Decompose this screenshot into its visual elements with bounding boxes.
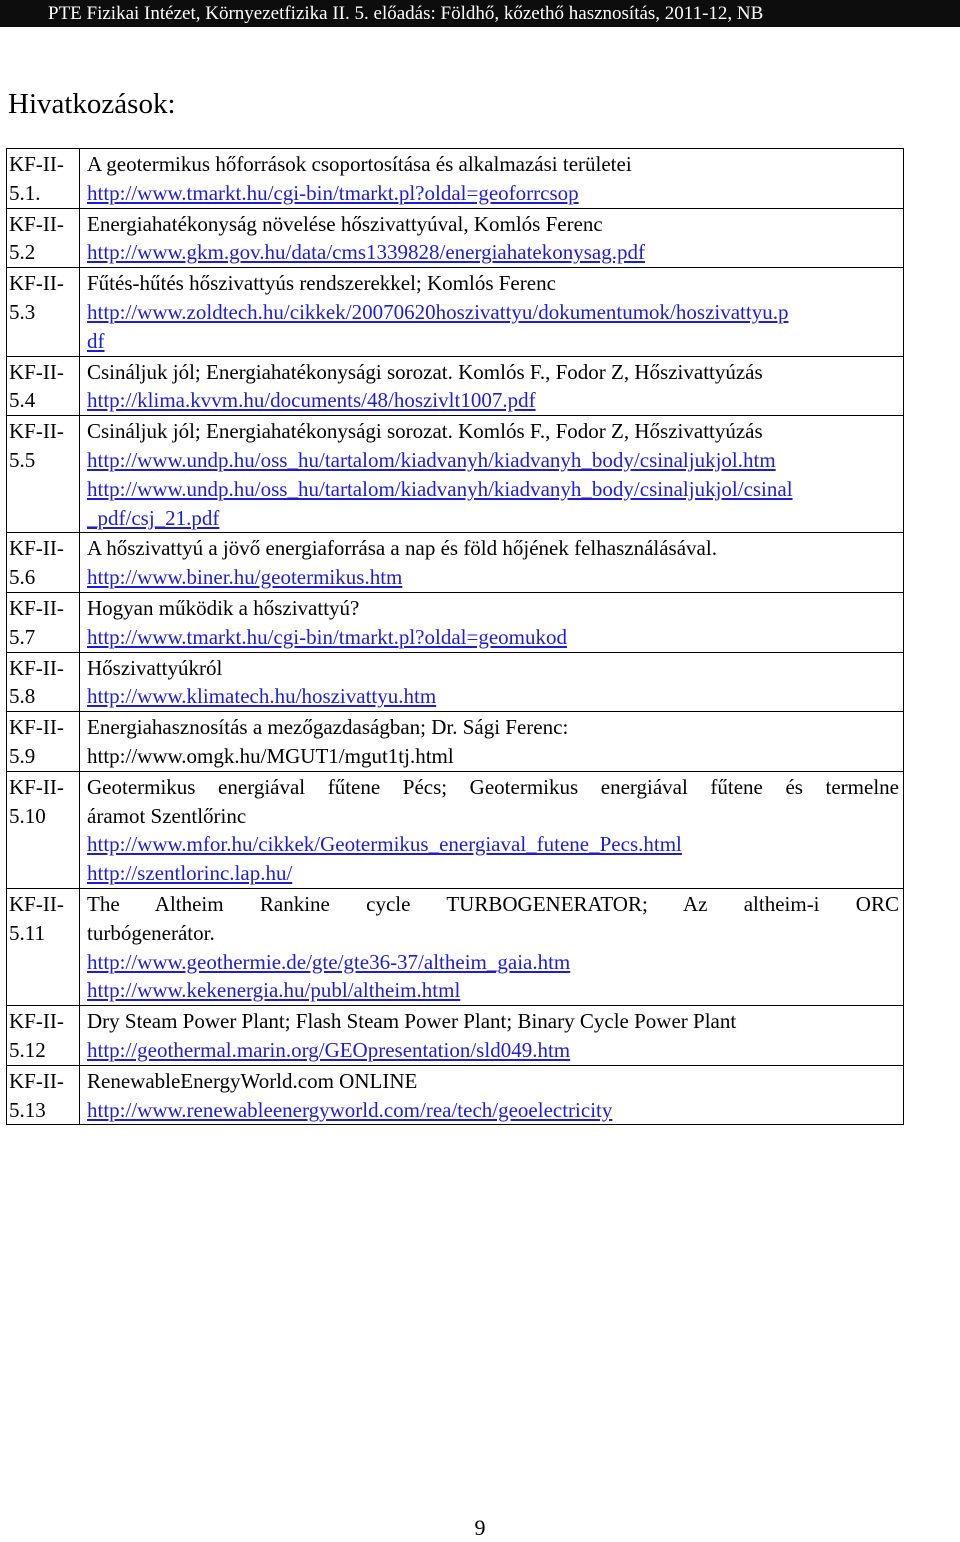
reference-content bbox=[80, 533, 904, 593]
reference-id-part: 5.7 bbox=[9, 624, 36, 649]
reference-id-part: KF-II- bbox=[9, 536, 64, 561]
reference-content bbox=[80, 712, 904, 772]
reference-id-part: 5.2 bbox=[9, 240, 36, 265]
reference-text: áramot Szentlőrinc bbox=[87, 803, 247, 828]
reference-row bbox=[7, 592, 904, 652]
running-title: PTE Fizikai Intézet, Környezetfizika II. 5. előadás: Földhő, kőzethő hasznosítás, 2011-12, NB bbox=[48, 3, 764, 24]
reference-id-part: KF-II- bbox=[9, 359, 64, 384]
reference-id-part: KF-II- bbox=[9, 774, 64, 799]
reference-id bbox=[7, 1006, 80, 1066]
reference-text: Fűtés-hűtés hőszivattyús rendszerekkel; Komlós Ferenc bbox=[87, 271, 556, 296]
reference-id bbox=[7, 712, 80, 772]
reference-text: Csináljuk jól; Energiahatékonysági sorozat. Komlós F., Fodor Z, Hőszivattyúzás bbox=[87, 359, 763, 384]
reference-id bbox=[7, 771, 80, 888]
reference-text: Energiahasznosítás a mezőgazdaságban; Dr. Sági Ferenc: bbox=[87, 715, 569, 740]
reference-id-part: 5.6 bbox=[9, 565, 36, 590]
reference-content bbox=[80, 592, 904, 652]
reference-row bbox=[7, 652, 904, 712]
reference-text: turbógenerátor. bbox=[87, 920, 215, 945]
reference-text: http://www.omgk.hu/MGUT1/mgut1tj.html bbox=[87, 743, 454, 768]
reference-content bbox=[80, 652, 904, 712]
reference-content bbox=[80, 356, 904, 416]
references-body bbox=[7, 149, 904, 1125]
reference-id bbox=[7, 888, 80, 1005]
reference-content bbox=[80, 888, 904, 1005]
reference-text: Dry Steam Power Plant; Flash Steam Power Plant; Binary Cycle Power Plant bbox=[87, 1009, 737, 1034]
reference-link[interactable]: http://www.geothermie.de/gte/gte36-37/altheim_gaia.htm bbox=[87, 949, 571, 974]
reference-id-part: 5.10 bbox=[9, 803, 46, 828]
reference-row bbox=[7, 149, 904, 209]
reference-row bbox=[7, 208, 904, 268]
reference-link[interactable]: http://www.gkm.gov.hu/data/cms1339828/energiahatekonysag.pdf bbox=[87, 240, 645, 265]
reference-link[interactable]: _pdf/csj_21.pdf bbox=[87, 505, 220, 530]
reference-id bbox=[7, 208, 80, 268]
reference-content bbox=[80, 1006, 904, 1066]
reference-content bbox=[80, 771, 904, 888]
section-heading: Hivatkozások: bbox=[8, 88, 176, 120]
reference-row bbox=[7, 1006, 904, 1066]
reference-id-part: KF-II- bbox=[9, 1009, 64, 1034]
reference-id-part: KF-II- bbox=[9, 595, 64, 620]
reference-id-part: 5.11 bbox=[9, 920, 45, 945]
reference-link[interactable]: http://www.biner.hu/geotermikus.htm bbox=[87, 565, 403, 590]
reference-id-part: KF-II- bbox=[9, 271, 64, 296]
reference-link[interactable]: http://www.undp.hu/oss_hu/tartalom/kiadvanyh/kiadvanyh_body/csinaljukjol.htm bbox=[87, 447, 776, 472]
reference-row bbox=[7, 1065, 904, 1125]
reference-id-part: KF-II- bbox=[9, 419, 64, 444]
reference-id bbox=[7, 1065, 80, 1125]
reference-content bbox=[80, 149, 904, 209]
reference-link[interactable]: http://www.mfor.hu/cikkek/Geotermikus_energiaval_futene_Pecs.html bbox=[87, 832, 682, 857]
reference-content bbox=[80, 268, 904, 356]
reference-id-part: 5.9 bbox=[9, 743, 36, 768]
reference-id-part: KF-II- bbox=[9, 715, 64, 740]
reference-id-part: 5.13 bbox=[9, 1097, 46, 1122]
reference-link[interactable]: http://www.kekenergia.hu/publ/altheim.html bbox=[87, 978, 461, 1003]
reference-row bbox=[7, 771, 904, 888]
reference-id-part: KF-II- bbox=[9, 152, 64, 176]
reference-text: Energiahatékonyság növelése hőszivattyúval, Komlós Ferenc bbox=[87, 211, 603, 236]
reference-content bbox=[80, 1065, 904, 1125]
reference-id-part: KF-II- bbox=[9, 211, 64, 236]
page-number: 9 bbox=[474, 1515, 486, 1540]
reference-id-part: 5.12 bbox=[9, 1037, 46, 1062]
reference-text: RenewableEnergyWorld.com ONLINE bbox=[87, 1068, 418, 1093]
reference-content bbox=[80, 208, 904, 268]
reference-text: A hőszivattyú a jövő energiaforrása a nap és föld hőjének felhasználásával. bbox=[87, 536, 717, 561]
reference-id bbox=[7, 652, 80, 712]
reference-row bbox=[7, 268, 904, 356]
reference-id-part: KF-II- bbox=[9, 891, 64, 916]
reference-row bbox=[7, 533, 904, 593]
reference-text: Hogyan működik a hőszivattyú? bbox=[87, 595, 360, 620]
reference-id-part: KF-II- bbox=[9, 1068, 64, 1093]
running-header bbox=[0, 0, 960, 27]
reference-row bbox=[7, 356, 904, 416]
reference-text: Csináljuk jól; Energiahatékonysági sorozat. Komlós F., Fodor Z, Hőszivattyúzás bbox=[87, 419, 763, 444]
reference-row bbox=[7, 712, 904, 772]
reference-id-part: 5.3 bbox=[9, 299, 36, 324]
reference-link[interactable]: http://szentlorinc.lap.hu/ bbox=[87, 861, 293, 886]
reference-id bbox=[7, 416, 80, 533]
reference-text: Hőszivattyúkról bbox=[87, 655, 223, 680]
reference-id bbox=[7, 592, 80, 652]
reference-id-part: 5.5 bbox=[9, 447, 36, 472]
reference-id-part: 5.8 bbox=[9, 684, 36, 709]
reference-link[interactable]: http://klima.kvvm.hu/documents/48/hoszivlt1007.pdf bbox=[87, 388, 536, 413]
reference-link[interactable]: http://www.zoldtech.hu/cikkek/20070620hoszivattyu/dokumentumok/hoszivattyu.p bbox=[87, 299, 789, 324]
reference-link[interactable]: http://geothermal.marin.org/GEOpresentation/sld049.htm bbox=[87, 1037, 571, 1062]
reference-text: The Altheim Rankine cycle TURBOGENERATOR; Az altheim-i ORC bbox=[87, 891, 899, 916]
reference-id-part: 5.1. bbox=[9, 180, 41, 205]
reference-id bbox=[7, 356, 80, 416]
reference-id-part: KF-II- bbox=[9, 655, 64, 680]
reference-id bbox=[7, 149, 80, 209]
reference-link[interactable]: http://www.klimatech.hu/hoszivattyu.htm bbox=[87, 684, 437, 709]
reference-text: A geotermikus hőforrások csoportosítása és alkalmazási területei bbox=[87, 152, 632, 176]
reference-content bbox=[80, 416, 904, 533]
reference-id bbox=[7, 533, 80, 593]
reference-id-part: 5.4 bbox=[9, 388, 36, 413]
references-table bbox=[6, 148, 904, 1125]
reference-link[interactable]: http://www.renewableenergyworld.com/rea/tech/geoelectricity bbox=[87, 1097, 613, 1122]
reference-row bbox=[7, 888, 904, 1005]
reference-row bbox=[7, 416, 904, 533]
reference-link[interactable]: http://www.tmarkt.hu/cgi-bin/tmarkt.pl?oldal=geomukod bbox=[87, 624, 567, 649]
reference-link[interactable]: df bbox=[87, 328, 105, 353]
reference-link[interactable]: http://www.tmarkt.hu/cgi-bin/tmarkt.pl?oldal=geoforrcsop bbox=[87, 180, 579, 205]
reference-id bbox=[7, 268, 80, 356]
reference-text: Geotermikus energiával fűtene Pécs; Geotermikus energiával fűtene és termelne bbox=[87, 774, 899, 799]
reference-link[interactable]: http://www.undp.hu/oss_hu/tartalom/kiadvanyh/kiadvanyh_body/csinaljukjol/csinal bbox=[87, 476, 793, 501]
